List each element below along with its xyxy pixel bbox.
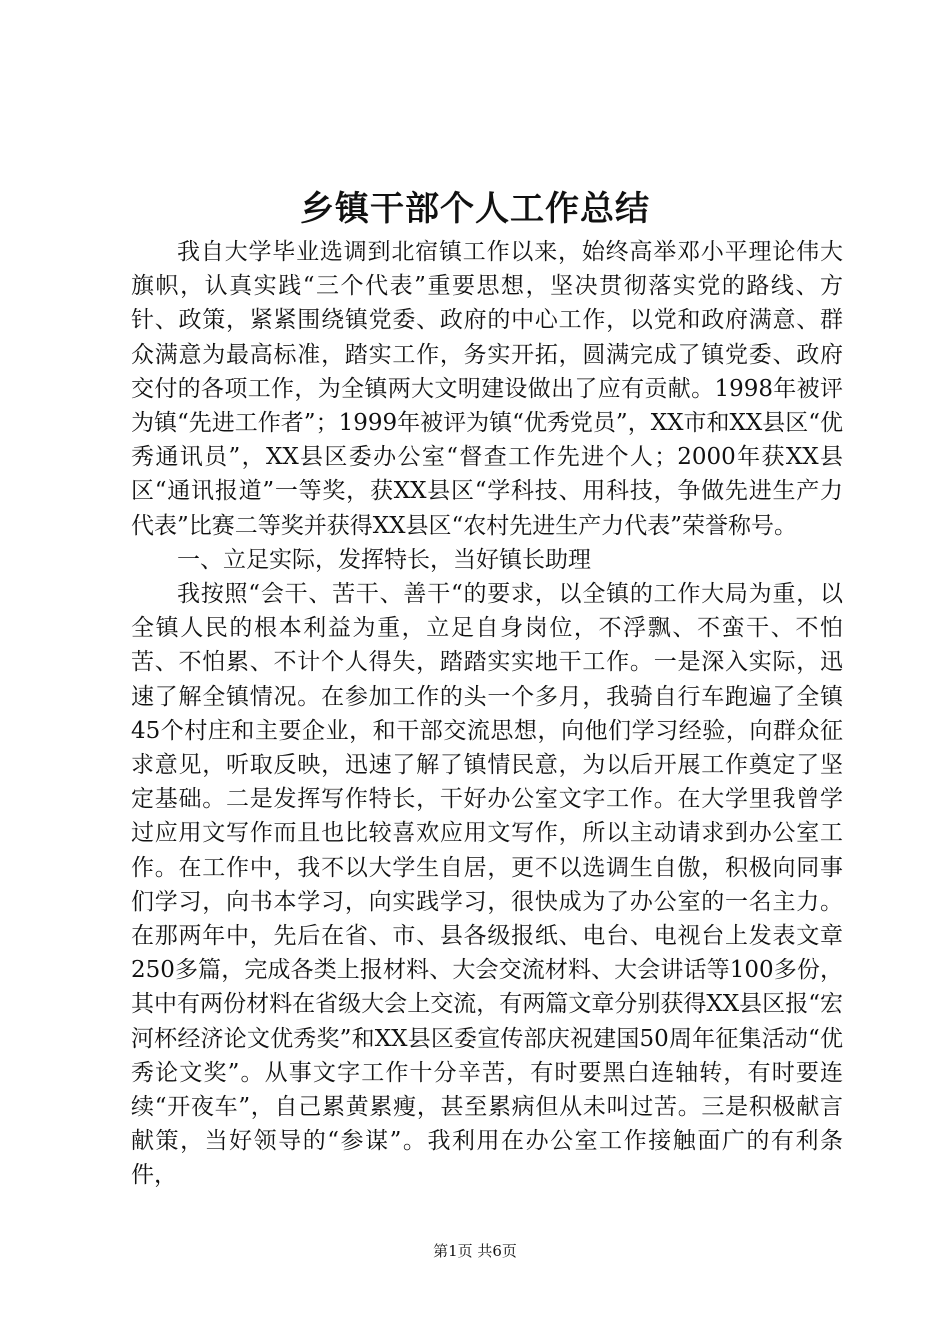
document-body — [131, 235, 843, 1193]
section-heading-1: 一、立足实际，发挥特长，当好镇长助理 — [177, 546, 591, 573]
paragraph-intro: 我自大学毕业选调到北宿镇工作以来，始终高举邓小平理论伟大旗帜，认真实践“三个代表”重要思想，坚决贯彻落实党的路线、方针、政策，紧紧围绕镇党委、政府的中心工作，以党和政府满意、群众满意为最高标准，踏实工作，务实开拓，圆满完成了镇党委、政府交付的各项工作，为全镇两大文明建设做出了应有贡献。1998年被评为镇“先进工作者”；1999年被评为镇“优秀党员”，XX市和XX县区“优秀通讯员”，XX县区委办公室“督查工作先进个人；2000年获XX县区“通讯报道”一等奖，获XX县区“学科技、用科技，争做先进生产力代表”比赛二等奖并获得XX县区“农村先进生产力代表”荣誉称号。 — [131, 239, 843, 539]
page-footer: 第1页 共6页 — [433, 1242, 517, 1260]
paragraph-section-1: 我按照“会干、苦干、善干“的要求，以全镇的工作大局为重，以全镇人民的根本利益为重，立足自身岗位，不浮飘、不蛮干、不怕苦、不怕累、不计个人得失，踏踏实实地干工作。一是深入实际，迅速了解全镇情况。在参加工作的头一个多月，我骑自行车跑遍了全镇45个村庄和主要企业，和干部交流思想，向他们学习经验，向群众征求意见，听取反映，迅速了解了镇情民意，为以后开展工作奠定了坚定基础。二是发挥写作特长，干好办公室文字工作。在大学里我曾学过应用文写作而且也比较喜欢应用文写作，所以主动请求到办公室工作。在工作中，我不以大学生自居，更不以选调生自傲，积极向同事们学习，向书本学习，向实践学习，很快成为了办公室的一名主力。在那两年中，先后在省、市、县各级报纸、电台、电视台上发表文章250多篇，完成各类上报材料、大会交流材料、大会讲话等100多份，其中有两份材料在省级大会上交流，有两篇文章分别获得XX县区报“宏河杯经济论文优秀奖”和XX县区委宣传部庆祝建国50周年征集活动“优秀论文奖”。从事文字工作十分辛苦，有时要黑白连轴转，有时要连续“开夜车”，自己累黄累瘦，甚至累病但从未叫过苦。三是积极献言献策，当好领导的“参谋”。我利用在办公室工作接触面广的有利条件， — [131, 581, 843, 1189]
document-title: 乡镇干部个人工作总结 — [300, 189, 650, 229]
